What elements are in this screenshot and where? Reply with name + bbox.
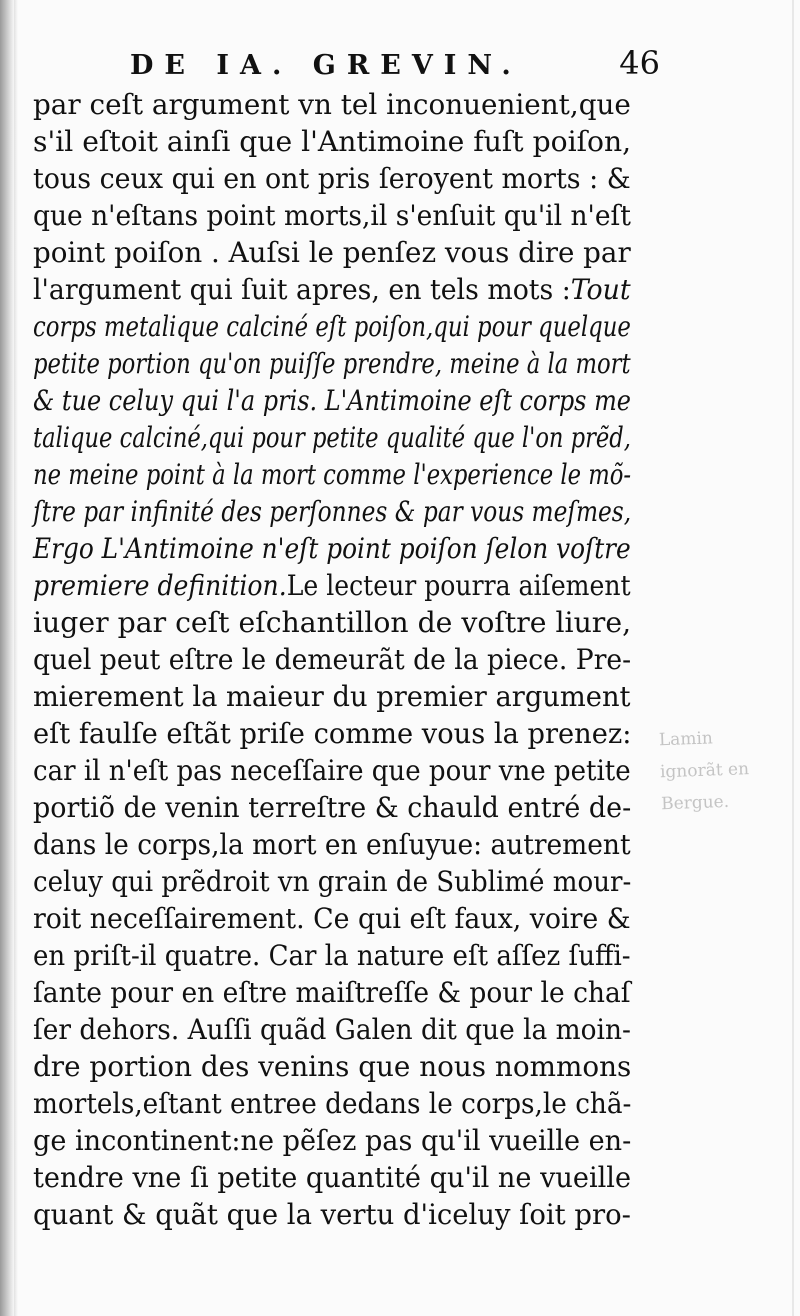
text-line-28: mortels,eſtant entree dedans le corps,le chã-: [33, 1087, 632, 1120]
page-number: 46: [619, 44, 660, 82]
text-line-13: Ergo L'Antimoine n'eſt point poiſon ſelon voſtre: [33, 532, 631, 565]
running-head: DE IA. GREVIN.: [130, 50, 522, 81]
text-line-6-roman: l'argument qui ſuit apres, en tels mots :: [33, 273, 571, 306]
text-line-9: & tue celuy qui l'a pris. L'Antimoine eſt corps me: [33, 384, 631, 417]
body-text: [33, 86, 631, 1233]
text-line-20: portiõ de venin terreſtre & chauld entré de-: [33, 791, 632, 824]
text-line-14-italic: premiere definition.: [33, 569, 287, 602]
text-line-31: quant & quãt que la vertu d'iceluy ſoit pro-: [33, 1198, 631, 1231]
page-header: [130, 44, 660, 88]
text-line-1: par ceſt argument vn tel inconuenient,que: [33, 88, 631, 121]
page-right-edge: [792, 0, 794, 1316]
text-line-15: iuger par ceſt eſchantillon de voſtre liure,: [33, 606, 632, 639]
marginal-note-line-3: Bergue.: [660, 791, 730, 815]
text-line-6-italic: Tout: [570, 273, 631, 306]
text-line-11: ne meine point à la mort comme l'experience le mõ-: [33, 458, 632, 491]
text-line-24: en priſt-il quatre. Car la nature eſt aſſez ſuffi-: [33, 939, 631, 972]
text-line-12: ſtre par infinité des perſonnes & par vous meſmes,: [33, 495, 632, 528]
text-line-6: [33, 271, 631, 308]
marginal-note-line-1: Lamin: [658, 728, 714, 751]
page-edge: [14, 0, 18, 1316]
text-line-10: talique calciné,qui pour petite qualité que l'on prẽd,: [33, 421, 631, 454]
text-line-21: dans le corps,la mort en enſuyue: autrement: [33, 828, 631, 861]
text-line-4: que n'eſtans point morts,il s'enſuit qu'il n'eſt: [33, 199, 631, 232]
text-line-26: ſer dehors. Auſſi quãd Galen dit que la moin-: [33, 1013, 631, 1046]
text-line-23: roit neceſſairement. Ce qui eſt faux, voire &: [33, 902, 631, 935]
text-line-29: ge incontinent:ne pẽſez pas qu'il vueille en-: [33, 1124, 632, 1157]
text-line-30: tendre vne ſi petite quantité qu'il ne vueille: [33, 1161, 632, 1194]
text-line-3: tous ceux qui en ont pris ſeroyent morts : &: [33, 162, 631, 195]
text-line-5: point poiſon . Auſsi le penſez vous dire par: [33, 236, 631, 269]
text-line-8: petite portion qu'on puiſſe prendre, meine à la mort: [33, 347, 631, 380]
marginal-note-bleedthrough: [658, 720, 791, 820]
text-line-7: corps metalique calciné eſt poiſon,qui pour quelque: [33, 310, 631, 343]
text-line-19: car il n'eſt pas neceſſaire que pour vne petite: [33, 754, 631, 787]
text-line-14: [33, 567, 631, 604]
text-line-14-roman: Le lecteur pourra aiſement: [286, 569, 631, 602]
text-line-25: ſante pour en eſtre maiſtreſſe & pour le chaſ: [33, 976, 631, 1009]
text-line-22: celuy qui prẽdroit vn grain de Sublimé mour-: [33, 865, 632, 898]
book-gutter-shadow: [0, 0, 14, 1316]
text-line-2: s'il eſtoit ainſi que l'Antimoine fuſt poiſon,: [33, 125, 632, 158]
text-line-17: mierement la maieur du premier argument: [33, 680, 631, 713]
marginal-note-line-2: ignorãt en: [659, 759, 750, 783]
text-line-27: dre portion des venins que nous nommons: [33, 1050, 632, 1083]
text-line-16: quel peut eſtre le demeurãt de la piece. Pre-: [33, 643, 632, 676]
text-line-18: eſt faulſe eſtãt priſe comme vous la prenez:: [33, 717, 632, 750]
